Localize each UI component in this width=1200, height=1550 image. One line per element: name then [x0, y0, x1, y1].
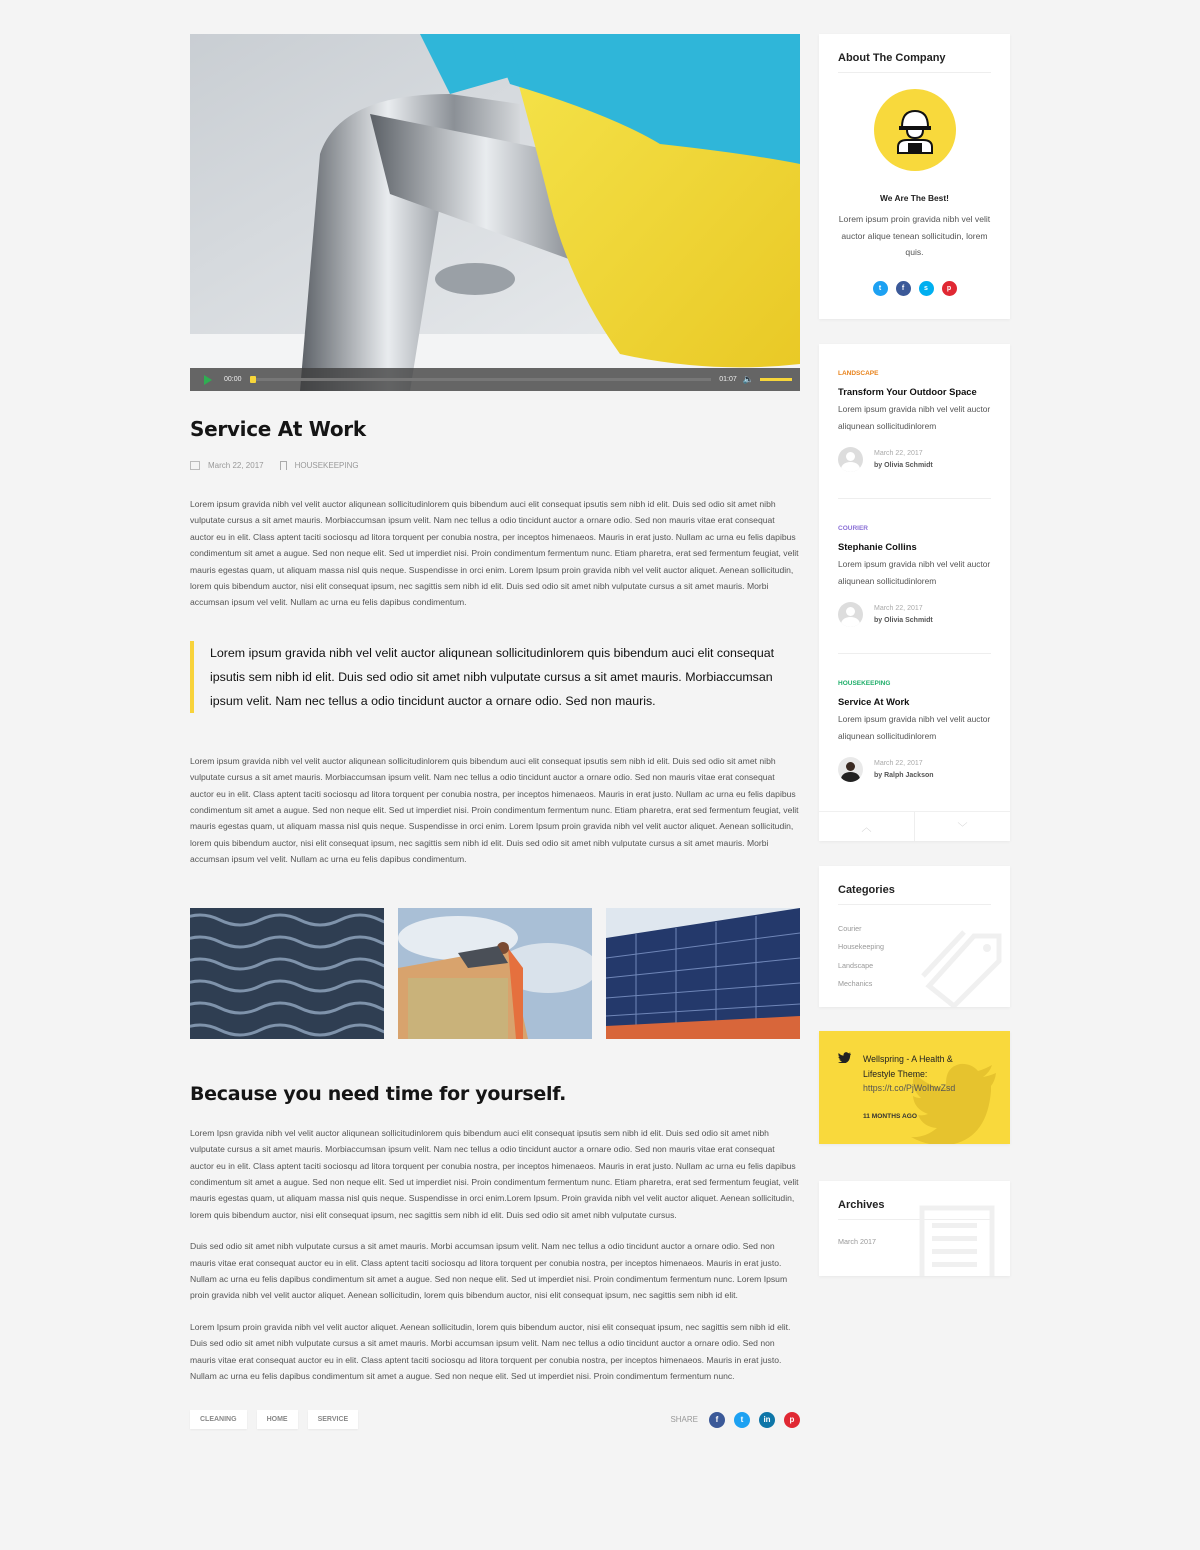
tag-icon	[919, 926, 1009, 1007]
list-item[interactable]	[819, 499, 1010, 654]
about-description: Lorem ipsum proin gravida nibh vel velit auctor alique tenean sollicitudin, lorem quis.	[838, 214, 991, 257]
gallery-image-solar-panels[interactable]	[606, 908, 800, 1039]
categories-widget	[819, 866, 1010, 1007]
post-title[interactable]: Service At Work	[838, 696, 910, 707]
paragraph: Lorem ipsum gravida nibh vel velit auctor aliqunean sollicitudinlorem quis bibendum auci elit consequat ipsutis sem nibh id elit. Duis sed odio sit amet nibh vulputate cursus a sit amet mauris. Morbiaccumsan ipsum velit. Nam nec tellus a odio tincidunt auctor a ornare odio. Sed non mauris vitae erat consequat auctor eu in elit. Class aptent taciti sociosqu ad litora torquent per conubia nostra, per inceptos himenaeos. Mauris in erat justo. Nullam ac urna eu felis dapibus condimentum sit amet a augue. Sed non neque elit. Sed ut imperdiet nisi. Proin condimentum fermentum nunc. Etiam pharetra, erat sed fermentum feugiat, velit mauris egestas quam, ut aliquam massa nisl quis neque. Suspendisse in orci enim. Lorem Ipsum proin gravida nibh vel velit auctor aliquet. Aenean sollicitudin, lorem quis bibendum auctor, nisi elit consequat ipsum, nec sagittis sem nibh id elit. Duis sed odio sit amet nibh vulputate cursus a sit amet mauris. Morbi accumsan ipsum vel velit. Nullam ac urna eu felis dapibus condimentum.	[190, 755, 799, 865]
tweet-text	[863, 1052, 983, 1096]
tag-cleaning[interactable]: CLEANING	[190, 1410, 247, 1429]
tweet-link[interactable]: https://t.co/PjWoIhwZsd	[863, 1083, 956, 1094]
seek-bar[interactable]	[250, 378, 712, 381]
post-author	[838, 757, 991, 782]
sidebar	[819, 34, 1010, 1276]
paragraph: Duis sed odio sit amet nibh vulputate cursus a sit amet mauris. Morbi accumsan ipsum velit. Nam nec tellus a odio tincidunt auctor a ornare odio. Sed non mauris vitae erat consequat auctor eu in elit. Class aptent taciti sociosqu ad litora torquent per conubia nostra, per inceptos himenaeos. Mauris in erat justo. Nullam ac urna eu felis dapibus condimentum sit amet a augue. Sed non neque elit. Sed ut imperdiet nisi. Proin condimentum fermentum nunc. Lorem Ipsum proin gravida nibh vel velit auctor aliquet. Aenean sollicitudin, lorem quis bibendum auctor, nisi elit consequat ipsum, nec sagittis sem nibh id elit.	[190, 1241, 788, 1301]
skype-icon[interactable]: s	[919, 281, 934, 296]
list-item[interactable]	[819, 654, 1010, 809]
avatar	[838, 757, 863, 782]
author-name: by Olivia Schmidt	[874, 462, 933, 469]
archive-link[interactable]: March 2017	[838, 1237, 876, 1246]
about-tagline: We Are The Best!	[880, 193, 949, 203]
post-footer	[190, 1410, 800, 1429]
main-content	[190, 34, 800, 1429]
post-author	[838, 602, 991, 627]
blockquote: Lorem ipsum gravida nibh vel velit auctor aliqunean sollicitudinlorem quis bibendum auci elit consequat ipsutis sem nibh id elit. Duis sed odio sit amet nibh vulputate cursus a sit amet mauris. Morbiaccumsan ipsum velit. Nam nec tellus a odio tincidunt auctor a ornare odio. Sed non mauris.	[190, 641, 800, 713]
avatar	[838, 447, 863, 472]
worker-icon	[890, 105, 940, 155]
widget-title: Categories	[838, 884, 895, 896]
pinterest-icon[interactable]: p	[942, 281, 957, 296]
twitter-widget	[819, 1031, 1010, 1144]
current-time: 00:00	[224, 376, 242, 383]
chevron-up-icon[interactable]: ︿	[819, 812, 915, 841]
post-date: March 22, 2017	[874, 605, 923, 612]
image-gallery	[190, 908, 800, 1039]
paragraph: Lorem Ipsn gravida nibh vel velit auctor aliqunean sollicitudinlorem quis bibendum auci elit consequat ipsutis sem nibh id elit. Duis sed odio sit amet nibh vulputate cursus a sit amet mauris. Morbiaccumsan ipsum velit. Nam nec tellus a odio tincidunt auctor a ornare odio. Sed non mauris vitae erat consequat auctor eu in elit. Class aptent taciti sociosqu ad litora torquent per conubia nostra, per inceptos himenaeos. Mauris in erat justo. Nullam ac urna eu felis dapibus condimentum sit amet a augue. Sed non neque elit. Sed ut imperdiet nisi. Proin condimentum fermentum nunc. Etiam pharetra, erat sed fermentum feugiat, velit mauris egestas quam, ut aliquam massa nisl quis neque. Suspendisse in orci enim.Lorem Ipsum. Proin gravida nibh vel velit auctor aliquet. Aenean sollicitudin, lorem quis bibendum auctor, nisi elit consequat ipsum, nec sagittis sem nibh id elit. Duis sed odio sit amet nibh vulputate cursus.	[190, 1127, 799, 1220]
author-name: by Olivia Schmidt	[874, 617, 933, 624]
paragraph: Lorem ipsum gravida nibh vel velit auctor aliqunean sollicitudinlorem quis bibendum auci elit consequat ipsutis sem nibh id elit. Duis sed odio sit amet nibh vulputate cursus a sit amet mauris. Morbiaccumsan ipsum velit. Nam nec tellus a odio tincidunt auctor a ornare odio. Sed non mauris vitae erat consequat auctor eu in elit. Class aptent taciti sociosqu ad litora torquent per conubia nostra, per inceptos himenaeos. Mauris in erat justo. Nullam ac urna eu felis dapibus condimentum sit amet a augue. Sed non neque elit. Sed ut imperdiet nisi. Proin condimentum fermentum nunc. Etiam pharetra, erat sed fermentum feugiat, velit mauris egestas quam, ut aliquam massa nisl quis neque. Suspendisse in orci enim. Lorem Ipsum proin gravida nibh vel velit auctor aliquet. Aenean sollicitudin, lorem quis bibendum auctor, nisi elit consequat ipsum, nec sagittis sem nibh id elit. Duis sed odio sit amet nibh vulputate cursus a sit amet mauris. Morbi accumsan ipsum vel velit. Nullam ac urna eu felis dapibus condimentum.	[190, 499, 799, 608]
author-name: by Ralph Jackson	[874, 772, 934, 779]
facebook-icon[interactable]: f	[896, 281, 911, 296]
post-excerpt: Lorem ipsum gravida nibh vel velit auctor aliqunean sollicitudinlorem	[838, 714, 991, 741]
list-item[interactable]	[819, 344, 1010, 499]
tag-home[interactable]: HOME	[257, 1410, 298, 1429]
linkedin-icon[interactable]: in	[759, 1412, 775, 1428]
section-heading: Because you need time for yourself.	[190, 1082, 567, 1105]
post-category[interactable]: LANDSCAPE	[838, 370, 879, 377]
archives-widget	[819, 1181, 1010, 1276]
post-date: March 22, 2017	[208, 461, 264, 470]
post-title: Service At Work	[190, 417, 366, 441]
category-link[interactable]: Courier	[838, 924, 862, 933]
post-author	[838, 447, 991, 472]
video-controls	[190, 368, 800, 391]
gallery-image-roofer[interactable]	[398, 908, 592, 1039]
about-social-links	[819, 281, 1010, 296]
tweet-body: Wellspring - A Health & Lifestyle Theme:	[863, 1054, 953, 1079]
video-player[interactable]	[190, 34, 800, 391]
duration: 01:07	[719, 376, 737, 383]
post-date: March 22, 2017	[874, 760, 923, 767]
post-meta	[190, 461, 800, 470]
recent-posts-widget	[819, 344, 1010, 841]
avatar	[874, 89, 956, 171]
post-category[interactable]: HOUSEKEEPING	[294, 461, 359, 470]
gallery-image-roof-tiles[interactable]	[190, 908, 384, 1039]
category-link[interactable]: Landscape	[838, 960, 874, 970]
chevron-down-icon[interactable]: ﹀	[957, 823, 968, 834]
twitter-icon[interactable]: t	[873, 281, 888, 296]
avatar	[838, 602, 863, 627]
category-link[interactable]: Mechanics	[838, 978, 873, 988]
tweet-timestamp: 11 MONTHS AGO	[863, 1113, 917, 1120]
bookmark-icon	[280, 461, 287, 470]
post-category[interactable]: HOUSEKEEPING	[838, 680, 891, 687]
post-excerpt: Lorem ipsum gravida nibh vel velit auctor aliqunean sollicitudinlorem	[838, 559, 991, 586]
posts-pager	[819, 811, 1010, 841]
tag-service[interactable]: SERVICE	[308, 1410, 359, 1429]
volume-slider[interactable]	[760, 378, 792, 381]
post-excerpt: Lorem ipsum gravida nibh vel velit auctor aliqunean sollicitudinlorem	[838, 404, 991, 431]
twitter-icon[interactable]: t	[734, 1412, 750, 1428]
about-widget	[819, 34, 1010, 319]
seek-handle[interactable]	[250, 376, 256, 383]
play-icon[interactable]	[204, 375, 212, 385]
post-date: March 22, 2017	[874, 450, 923, 457]
pinterest-icon[interactable]: p	[784, 1412, 800, 1428]
volume-icon[interactable]: 🔈	[742, 374, 754, 384]
category-link[interactable]: Housekeeping	[838, 942, 884, 952]
video-thumbnail	[190, 34, 800, 391]
share-bar	[670, 1412, 800, 1428]
calendar-icon	[190, 461, 200, 470]
post-title[interactable]: Stephanie Collins	[838, 541, 917, 552]
widget-title: About The Company	[838, 52, 946, 64]
facebook-icon[interactable]: f	[709, 1412, 725, 1428]
post-title[interactable]: Transform Your Outdoor Space	[838, 386, 977, 397]
post-category[interactable]: COURIER	[838, 525, 868, 532]
paragraph: Lorem Ipsum proin gravida nibh vel velit auctor aliquet. Aenean sollicitudin, lorem quis bibendum auctor, nisi elit consequat ipsum, nec sagittis sem nibh id elit. Duis sed odio sit amet nibh vulputate cursus a sit amet mauris. Morbi accumsan ipsum velit. Nam nec tellus a odio tincidunt auctor a ornare odio. Sed non mauris vitae erat consequat auctor eu in elit. Class aptent taciti sociosqu ad litora torquent per conubia nostra, per inceptos himenaeos. Mauris in erat justo. Nullam ac urna eu felis dapibus condimentum sit amet a augue. Sed non neque elit. Sed ut imperdiet nisi. Proin condimentum fermentum nunc.	[190, 1321, 791, 1381]
share-label: SHARE	[670, 1415, 698, 1425]
archive-icon	[917, 1203, 1007, 1276]
twitter-icon[interactable]	[838, 1052, 851, 1063]
widget-title: Archives	[838, 1199, 885, 1211]
